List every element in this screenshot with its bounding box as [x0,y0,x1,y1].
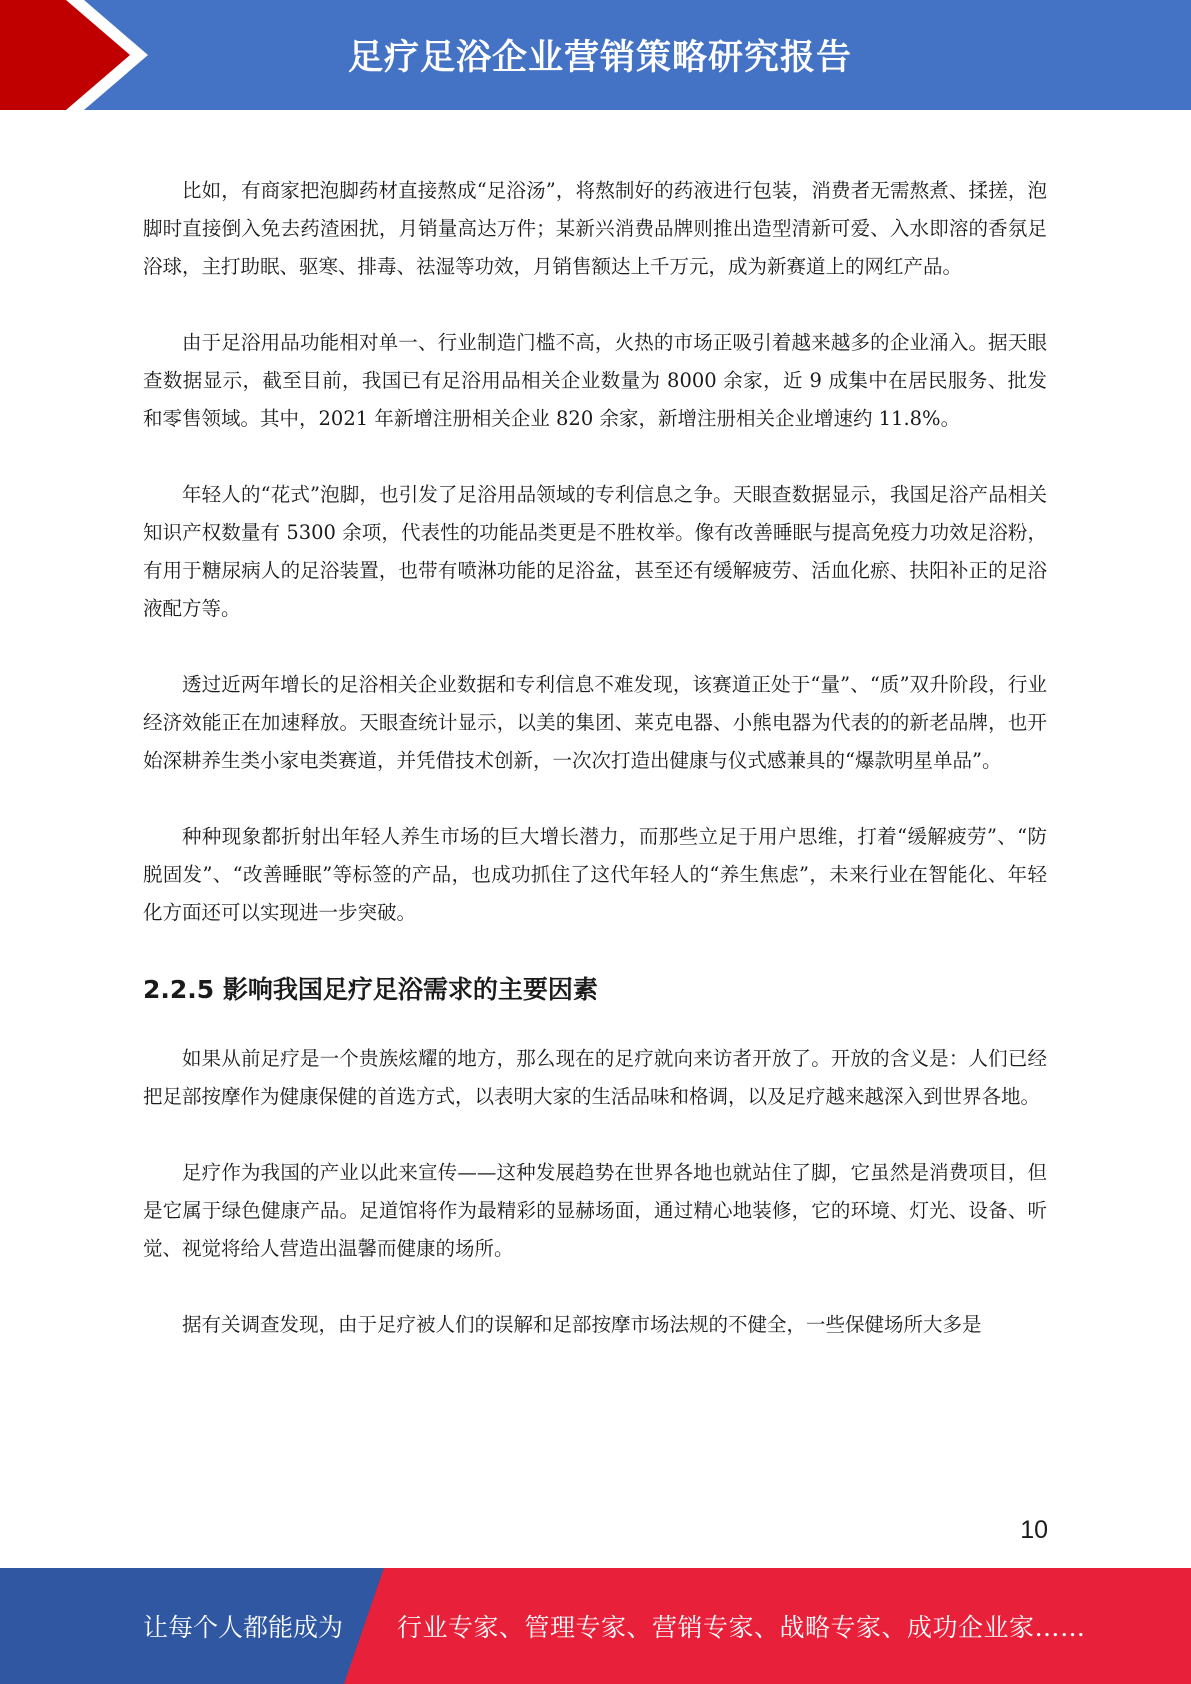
document-title: 足疗足浴企业营销策略研究报告 [347,38,852,78]
body-paragraph: 比如，有商家把泡脚药材直接熬成“足浴汤”，将熬制好的药液进行包装，消费者无需熬煮、揉搓，泡脚时直接倒入免去药渣困扰，月销量高达万件；某新兴消费品牌则推出造型清新可爱、入水即溶的香氛足浴球，主打助眠、驱寒、排毒、祛湿等功效，月销售额达上千万元，成为新赛道上的网红产品。 [143,179,1047,278]
body-paragraph: 透过近两年增长的足浴相关企业数据和专利信息不难发现，该赛道正处于“量”、“质”双升阶段，行业经济效能正在加速释放。天眼查统计显示，以美的集团、莱克电器、小熊电器为代表的的新老品牌，也开始深耕养生类小家电类赛道，并凭借技术创新，一次次打造出健康与仪式感兼具的“爆款明星单品”。 [143,673,1047,772]
header-red-arrow-decoration [0,0,160,110]
page-number: 10 [1020,1516,1048,1544]
page-header [0,0,1191,110]
page-footer [0,1568,1191,1684]
body-paragraph: 年轻人的“花式”泡脚，也引发了足浴用品领域的专利信息之争。天眼查数据显示，我国足浴产品相关知识产权数量有 5300 余项，代表性的功能品类更是不胜枚举。像有改善睡眠与提高免疫力功效足浴粉，有用于糖尿病人的足浴装置，也带有喷淋功能的足浴盆，甚至还有缓解疲劳、活血化瘀、扶阳补正的足浴液配方等。 [143,483,1047,620]
body-paragraph: 足疗作为我国的产业以此来宣传——这种发展趋势在世界各地也就站住了脚，它虽然是消费项目，但是它属于绿色健康产品。足道馆将作为最精彩的显赫场面，通过精心地装修，它的环境、灯光、设备、听觉、视觉将给人营造出温馨而健康的场所。 [143,1161,1047,1260]
document-body [143,172,1047,1382]
footer-slogan-left: 让每个人都能成为 [143,1613,344,1642]
body-paragraph: 据有关调查发现，由于足疗被人们的误解和足部按摩市场法规的不健全，一些保健场所大多是 [182,1313,982,1336]
footer-slogan-right: 行业专家、管理专家、营销专家、战略专家、成功企业家…… [397,1613,1086,1642]
body-paragraph: 种种现象都折射出年轻人养生市场的巨大增长潜力，而那些立足于用户思维，打着“缓解疲劳”、“防脱固发”、“改善睡眠”等标签的产品，也成功抓住了这代年轻人的“养生焦虑”，未来行业在智能化、年轻化方面还可以实现进一步突破。 [143,825,1047,924]
section-heading: 2.2.5 影响我国足疗足浴需求的主要因素 [143,975,598,1004]
body-paragraph: 如果从前足疗是一个贵族炫耀的地方，那么现在的足疗就向来访者开放了。开放的含义是：人们已经把足部按摩作为健康保健的首选方式，以表明大家的生活品味和格调，以及足疗越来越深入到世界各地。 [143,1047,1047,1108]
body-paragraph: 由于足浴用品功能相对单一、行业制造门槛不高，火热的市场正吸引着越来越多的企业涌入。据天眼查数据显示，截至目前，我国已有足浴用品相关企业数量为 8000 余家，近 9 成集中在居民服务、批发和零售领域。其中，2021 年新增注册相关企业 820 余家，新增注册相关企业增速约 11.8%。 [143,331,1047,430]
